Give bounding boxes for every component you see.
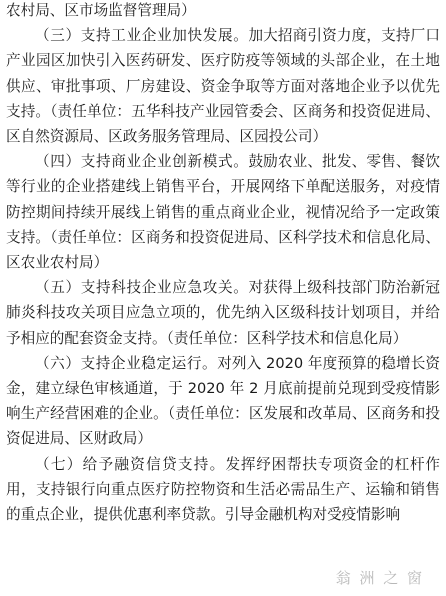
paragraph-heading: （五）支持科技企业应急攻关。: [35, 279, 249, 297]
watermark: 翁 洲 之 窗: [335, 569, 424, 587]
paragraph-industry: [6, 23, 440, 149]
paragraph-stability: [6, 351, 440, 452]
paragraph-body: 农村局、区市场监督管理局）: [6, 2, 196, 19]
paragraph-body: 发挥纾困帮扶专项资金的杠杆作用，支持银行向重点医疗防控物资和生活必需品生产、运输和销售的重点企业，提供优惠利率贷款。引导金融机构对受疫情影响: [6, 455, 440, 524]
paragraph-commerce: [6, 149, 440, 275]
paragraph-heading: （七）给予融资信贷支持。: [35, 455, 226, 473]
paragraph-financing: [6, 452, 440, 528]
paragraph-body: 鼓励农业、批发、零售、餐饮等行业的企业搭建线上销售平台，开展网络下单配送服务，对疫情防控期间持续开展线上销售的重点商业企业，视情况给予一定政策支持。（责任单位：区商务和投资促进局、区科学技术和信息化局、区农业农村局）: [6, 153, 440, 272]
paragraph-body: 对获得上级科技部门防治新冠肺炎科技攻关项目应急立项的，优先纳入区级科技计划项目，并给予相应的配套资金支持。（责任单位：区科学技术和信息化局）: [6, 279, 440, 347]
paragraph-heading: （三）支持工业企业加快发展。: [35, 27, 249, 45]
paragraph-continuation: [6, 0, 440, 23]
paragraph-heading: （四）支持商业企业创新模式。: [35, 153, 249, 171]
paragraph-body: 加大招商引资力度，支持厂口产业园区加快引入医药研发、医疗防疫等领域的头部企业，在土地供应、审批事项、厂房建设、资金争取等方面对落地企业予以优先支持。（责任单位：五华科技产业园管委会、区商务和投资促进局、区自然资源局、区政务服务管理局、区园投公司）: [6, 27, 440, 146]
paragraph-technology: [6, 275, 440, 351]
paragraph-body: 对列入 2020 年度预算的稳增长资金，建立绿色审核通道，于 2020 年 2 月底前提前兑现到受疫情影响生产经营困难的企业。（责任单位：区发展和改革局、区商务和投资促进局、区财政局）: [6, 354, 440, 448]
paragraph-heading: （六）支持企业稳定运行。: [35, 354, 218, 372]
